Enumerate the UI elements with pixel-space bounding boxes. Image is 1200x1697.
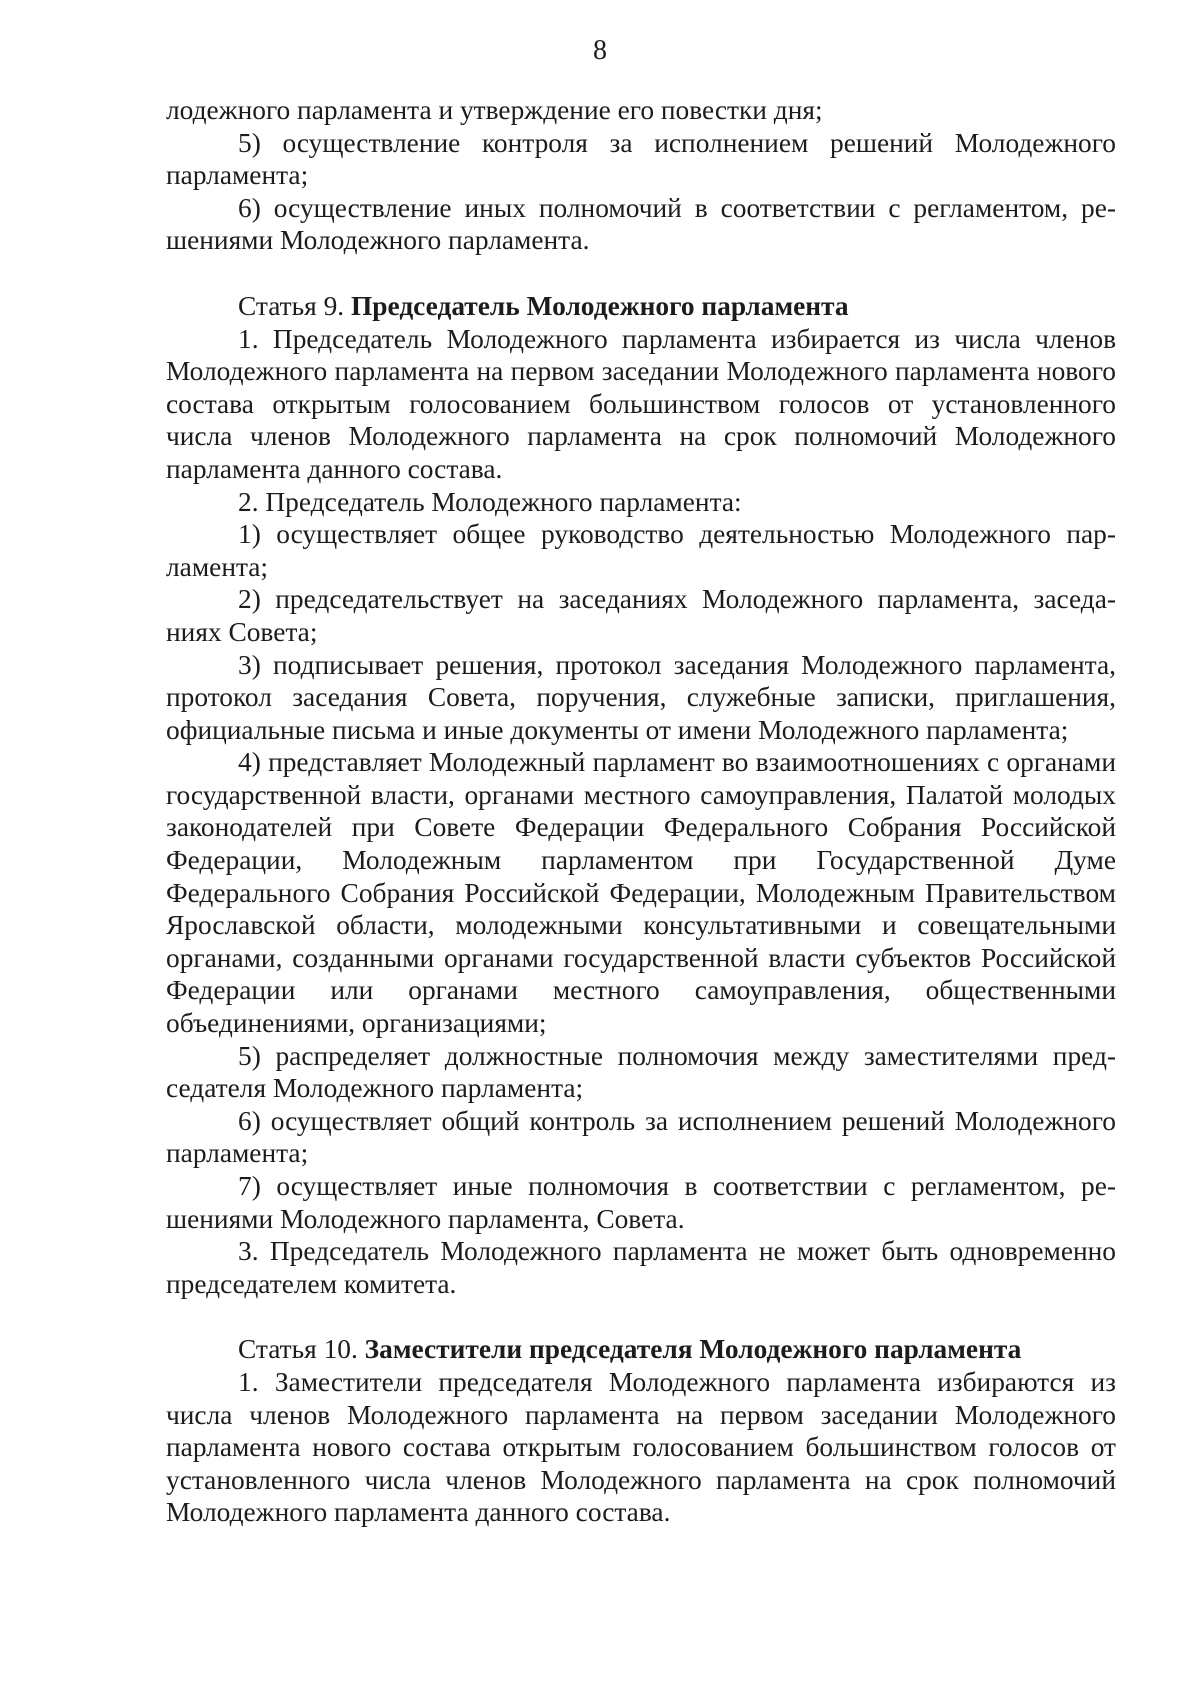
article-9-paragraph: 6) осуществляет общий контроль за исполнением решений Молодежного парламента; <box>166 1105 1116 1169</box>
article-9-paragraph: 5) распределяет должностные полномочия между заместителями председателя Молодежного парламента; <box>166 1040 1116 1104</box>
article-10-prefix: Статья 10. <box>238 1334 358 1365</box>
page-number: 8 <box>593 35 607 66</box>
paragraph-continuation: лодежного парламента и утверждение его повестки дня; <box>166 95 823 125</box>
article-9-paragraph: 2) председательствует на заседаниях Молодежного парламента, заседаниях Совета; <box>166 584 1116 647</box>
article-9-title: Председатель Молодежного парламента <box>350 290 849 321</box>
article-9-paragraph: 1) осуществляет общее руководство деятельностью Молодежного парламента; <box>166 519 1116 582</box>
article-9-paragraph: 4) представляет Молодежный парламент во взаимоотношениях с органами государственной власти, органами местного самоуправления, Палатой молодых законодателей при Совете Федерации Федерального Собрания Российской Федерации, Молодежным парламентом при Государственной Думе Федерального Собрания Российской Федерации, Молодежным Правительством Ярославской области, молодежными консультативными и совещательными органами, созданными органами государственной власти субъектов Российской Федерации или органами местного самоуправления, общественными объединениями, организациями; <box>166 747 1116 1039</box>
document-body <box>166 94 1116 1529</box>
article-9-paragraph: 3) подписывает решения, протокол заседания Молодежного парламента, протокол заседания Совета, поручения, служебные записки, приглашения, официальные письма и иные документы от имени Молодежного парламента; <box>166 649 1116 745</box>
paragraph-item-6: 6) осуществление иных полномочий в соответствии с регламентом, решениями Молодежного парламента. <box>166 192 1116 256</box>
article-10-paragraph: 1. Заместители председателя Молодежного парламента избираются из числа членов Молодежного парламента на первом заседании Молодежного парламента нового состава открытым голосованием большинством голосов от установленного числа членов Молодежного парламента на срок полномочий Молодежного парламента данного состава. <box>166 1366 1116 1528</box>
paragraph-item-5: 5) осуществление контроля за исполнением решений Молодежного парламента; <box>166 127 1116 191</box>
article-9-paragraph: 3. Председатель Молодежного парламента не может быть одновременно председателем комитета. <box>166 1236 1116 1299</box>
article-9-paragraph: 7) осуществляет иные полномочия в соответствии с регламентом, решениями Молодежного парламента, Совета. <box>166 1171 1116 1234</box>
article-9-paragraph: 1. Председатель Молодежного парламента избирается из числа членов Молодежного парламента на первом заседании Молодежного парламента нового состава открытым голосованием большинством голосов от установленного числа членов Молодежного парламента на срок полномочий Молодежного парламента данного состава. <box>166 323 1116 484</box>
article-9-paragraph: 2. Председатель Молодежного парламента: <box>238 486 742 517</box>
article-9-heading <box>166 290 1116 323</box>
article-10-title: Заместители председателя Молодежного парламента <box>364 1334 1022 1365</box>
article-9-prefix: Статья 9. <box>238 290 345 321</box>
article-10-heading <box>166 1333 1116 1366</box>
